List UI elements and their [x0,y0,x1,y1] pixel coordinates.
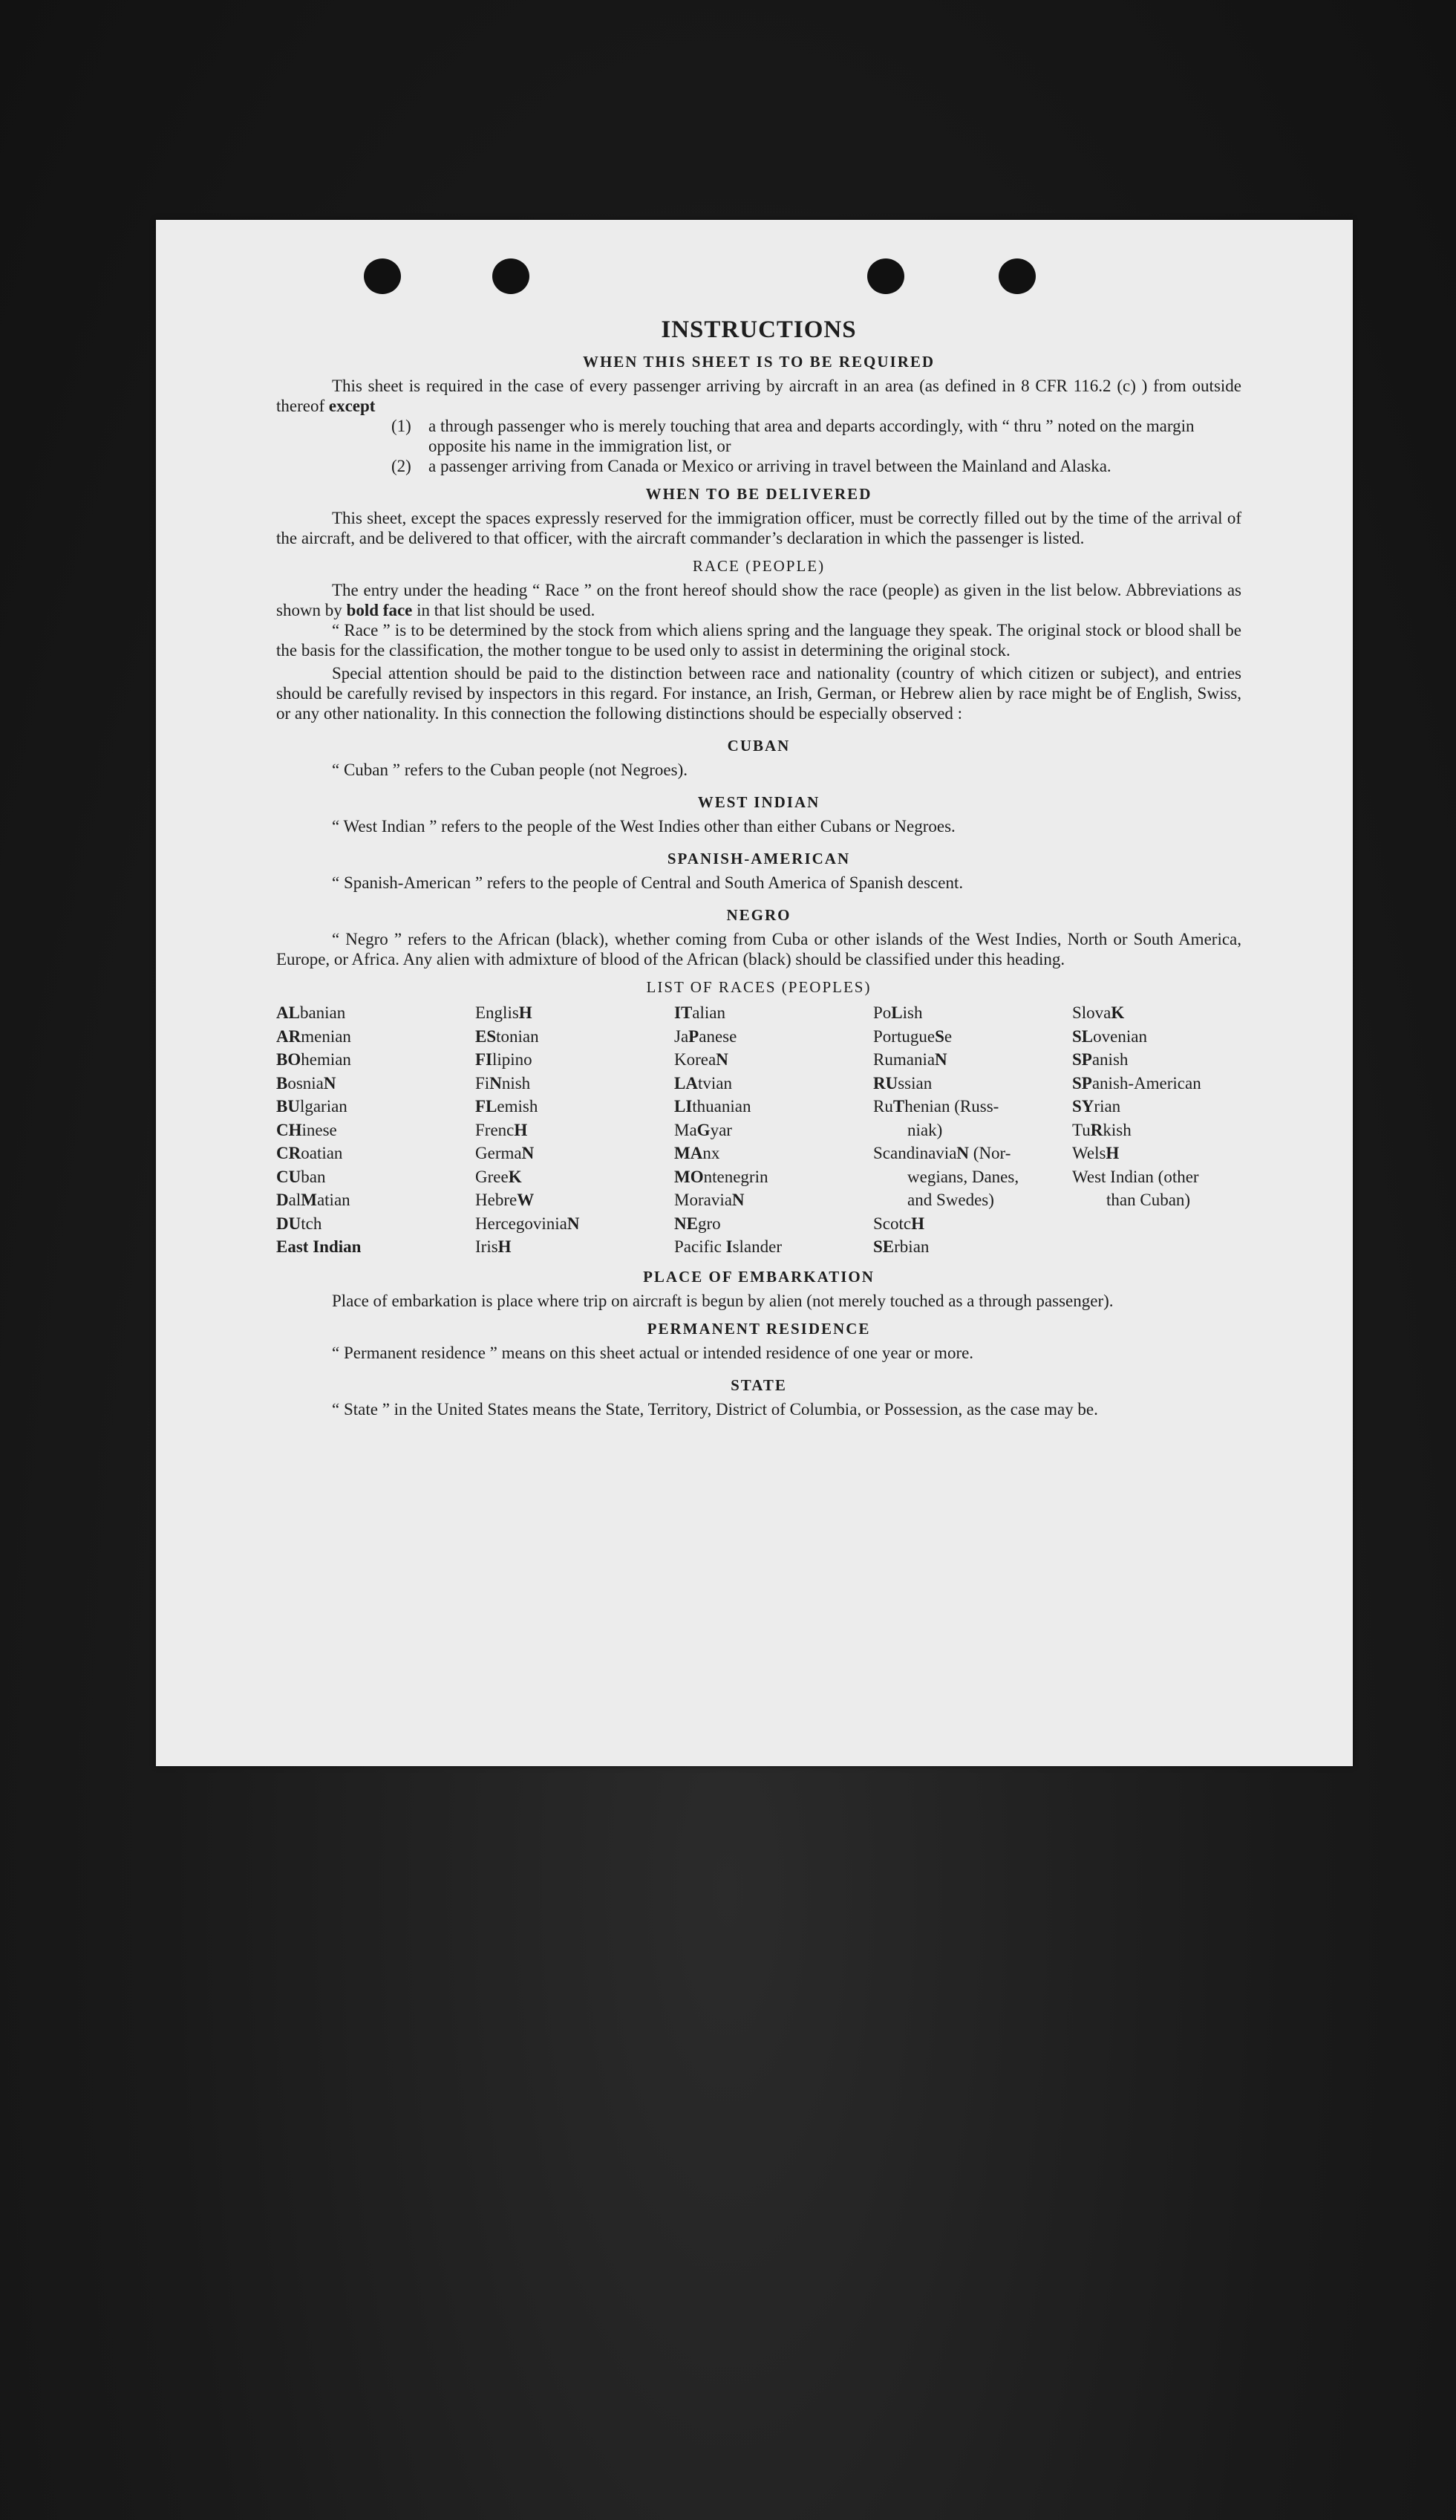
exception-item-1: (1) a through passenger who is merely touching that area and departs accordingly, with “ thru ” noted on the margin opposite his name in the immigration list, or [391,417,1195,455]
race-entry: FrencH [475,1120,528,1139]
race-entry: LIthuanian [674,1097,751,1116]
races-column [873,1001,1072,1259]
race-entry: ITalian [674,1003,725,1022]
section-heading-cuban: CUBAN [727,737,791,755]
punch-hole [492,258,529,294]
race-entry: MOntenegrin [674,1167,768,1186]
race-entry: SLovenian [1072,1026,1147,1046]
race-paragraph-1: The entry under the heading “ Race ” on the front hereof should show the race (people) as given in the list below. Abbreviations as shown by bold face in that list should be used. [276,581,1241,619]
page-title: INSTRUCTIONS [661,316,857,343]
section-heading-embarkation: PLACE OF EMBARKATION [643,1267,875,1286]
cuban-text: “ Cuban ” refers to the Cuban people (not Negroes). [332,761,688,779]
punch-hole [999,258,1036,294]
spanish-american-text: “ Spanish-American ” refers to the people of Central and South America of Spanish descent. [332,873,964,892]
west-indian-text: “ West Indian ” refers to the people of the West Indies other than either Cubans or Negroes. [332,817,956,836]
race-entry: BOhemian [276,1050,351,1069]
race-entry: Pacific Islander [674,1237,782,1256]
race-entry: LAtvian [674,1073,732,1093]
race-entry: NEgro [674,1214,721,1233]
race-entry: ScandinaviaN (Nor- [873,1144,1011,1162]
race-entry: HercegoviniaN [475,1214,580,1233]
race-entry: RuThenian (Russ- [873,1097,999,1116]
race-entry: GermaN [475,1144,535,1162]
race-entry: FIlipino [475,1050,532,1069]
race-entry: MAnx [674,1144,720,1162]
race-entry: SPanish [1072,1050,1129,1069]
race-entry: East Indian [276,1237,362,1256]
race-entry: BUlgarian [276,1097,347,1116]
race-entry: KoreaN [674,1050,728,1069]
race-entry: RumaniaN [873,1050,947,1069]
races-column [276,1001,475,1259]
delivered-text: This sheet, except the spaces expressly reserved for the immigration officer, must be correctly filled out by the time of the arrival of the aircraft, and be delivered to that officer, with the aircraft commander’s declaration in which the passenger is listed. [276,509,1241,547]
embarkation-text: Place of embarkation is place where trip on aircraft is begun by alien (not merely touched as a through passenger). [332,1291,1114,1310]
race-entry: JaPanese [674,1026,737,1046]
race-entry: WelsH [1072,1144,1120,1162]
race-entry: FiNnish [475,1073,531,1093]
section-heading-races-list: LIST OF RACES (PEOPLES) [646,978,872,996]
race-entry: TuRkish [1072,1120,1132,1139]
section-heading-required: WHEN THIS SHEET IS TO BE REQUIRED [582,353,936,371]
race-entry: ALbanian [276,1003,346,1022]
races-column [674,1001,873,1259]
state-text: “ State ” in the United States means the State, Territory, District of Columbia, or Possession, as the case may be. [332,1399,1098,1419]
race-entry: ARmenian [276,1026,351,1046]
races-column [1072,1001,1241,1259]
race-entry: BosniaN [276,1073,336,1093]
race-entry: ScotcH [873,1214,924,1233]
race-entry: CRoatian [276,1144,343,1162]
punch-hole [867,258,904,294]
exception-item-2: (2) a passenger arriving from Canada or Mexico or arriving in travel between the Mainland and Alaska. [391,457,1111,475]
race-entry: FLemish [475,1097,538,1116]
race-entry: West Indian (other [1072,1167,1199,1186]
race-entry: DalMatian [276,1191,350,1209]
race-entry: IrisH [475,1237,512,1256]
race-entry: DUtch [276,1214,322,1233]
section-heading-delivered: WHEN TO BE DELIVERED [645,485,872,503]
negro-text: “ Negro ” refers to the African (black), whether coming from Cuba or other islands of the West Indies, North or South America, Europe, or Africa. Any alien with admixture of blood of the African (black) should be classified under this heading. [276,930,1241,968]
punch-hole [364,258,401,294]
race-entry: MoraviaN [674,1191,745,1209]
section-heading-state: STATE [731,1375,787,1394]
race-entry: than Cuban) [1072,1191,1191,1209]
race-entry: PortugueSe [873,1026,953,1046]
race-entry: and Swedes) [873,1191,994,1209]
section-heading-residence: PERMANENT RESIDENCE [647,1319,871,1338]
race-entry: SlovaK [1072,1003,1125,1022]
section-heading-west-indian: WEST INDIAN [697,793,820,811]
race-entry: HebreW [475,1191,535,1209]
race-entry: CHinese [276,1120,337,1139]
race-entry: RUssian [873,1073,933,1093]
race-paragraph-2: “ Race ” is to be determined by the stock from which aliens spring and the language they speak. The original stock or blood shall be the basis for the classification, the mother tongue to be used only to assist in determining the original stock. [276,621,1241,660]
instruction-sheet [156,220,1353,1766]
section-heading-spanish-american: SPANISH-AMERICAN [667,850,851,867]
races-column [475,1001,674,1259]
race-entry: niak) [873,1120,943,1139]
race-entry: CUban [276,1167,326,1186]
race-entry: EStonian [475,1026,539,1046]
section-heading-negro: NEGRO [726,906,791,924]
race-entry: GreeK [475,1167,522,1186]
race-entry: wegians, Danes, [873,1167,1019,1186]
required-intro: This sheet is required in the case of every passenger arriving by aircraft in an area (as defined in 8 CFR 116.2 (c) ) from outside thereof except [276,377,1241,415]
race-entry: EnglisH [475,1003,532,1022]
race-entry: SPanish-American [1072,1073,1201,1093]
race-entry: SYrian [1072,1097,1121,1116]
race-entry: PoLish [873,1003,923,1022]
section-heading-race: RACE (PEOPLE) [692,557,826,575]
race-paragraph-3: Special attention should be paid to the distinction between race and nationality (country of which citizen or subject), and entries should be carefully revised by inspectors in this regard. For instance, an Irish, German, or Hebrew alien by race might be of English, Swiss, or any other nationality. In this connection the following distinctions should be especially observed : [276,664,1241,723]
race-entry: SErbian [873,1237,930,1256]
race-entry: MaGyar [674,1120,732,1139]
residence-text: “ Permanent residence ” means on this sheet actual or intended residence of one year or more. [332,1343,974,1362]
races-list [276,1001,1241,1259]
